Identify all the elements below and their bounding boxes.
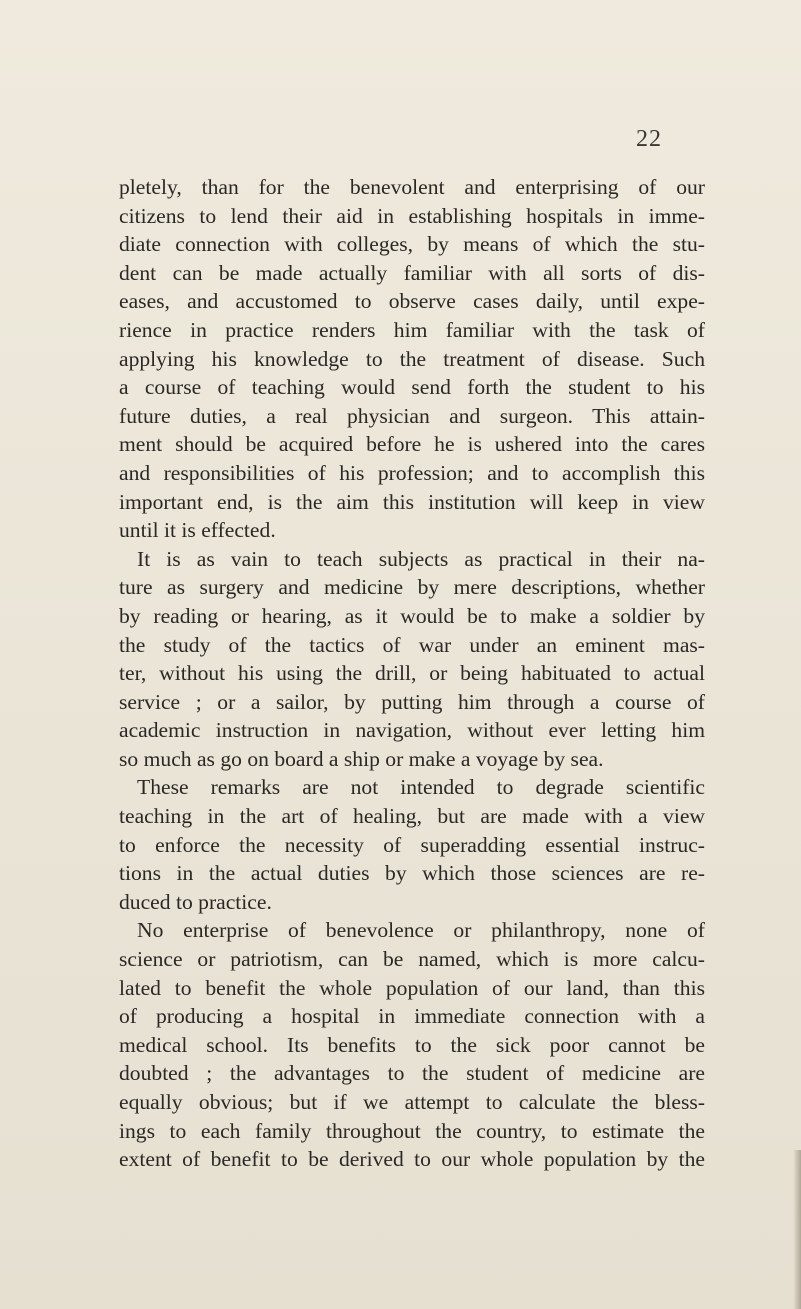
text-line: applying his knowledge to the treatment of disease. Such — [119, 346, 705, 371]
text-line: until it is effected. — [119, 518, 276, 543]
text-line: ment should be acquired before he is ushered into the cares — [119, 432, 705, 457]
text-line: duced to practice. — [119, 889, 272, 914]
text-line: so much as go on board a ship or make a voyage by sea. — [119, 746, 604, 771]
text-line: future duties, a real physician and surgeon. This attain- — [119, 403, 705, 428]
text-line: a course of teaching would send forth the student to his — [119, 375, 705, 400]
text-line: to enforce the necessity of superadding essential instruc- — [119, 832, 705, 857]
text-line: No enterprise of benevolence or philanthropy, none of — [137, 918, 705, 943]
text-line: academic instruction in navigation, without ever letting him — [119, 718, 705, 743]
text-line: ture as surgery and medicine by mere descriptions, whether — [119, 575, 705, 600]
paragraph — [119, 545, 705, 774]
text-line: and responsibilities of his profession; and to accomplish this — [119, 460, 705, 485]
text-line: dent can be made actually familiar with all sorts of dis- — [119, 260, 705, 285]
text-line: of producing a hospital in immediate connection with a — [119, 1004, 705, 1029]
text-line: These remarks are not intended to degrade scientific — [137, 775, 705, 800]
text-line: medical school. Its benefits to the sick poor cannot be — [119, 1032, 705, 1057]
paragraph — [119, 773, 705, 916]
text-line: important end, is the aim this institution will keep in view — [119, 489, 705, 514]
paragraph — [119, 173, 705, 545]
paragraph — [119, 916, 705, 1173]
text-line: lated to benefit the whole population of our land, than this — [119, 975, 705, 1000]
text-line: tions in the actual duties by which those sciences are re- — [119, 861, 705, 886]
text-line: It is as vain to teach subjects as practical in their na- — [137, 546, 705, 571]
text-line: citizens to lend their aid in establishing hospitals in imme- — [119, 203, 705, 228]
text-line: ings to each family throughout the country, to estimate the — [119, 1118, 705, 1143]
text-line: by reading or hearing, as it would be to make a soldier by — [119, 603, 705, 628]
text-line: rience in practice renders him familiar with the task of — [119, 317, 705, 342]
text-line: extent of benefit to be derived to our whole population by the — [119, 1147, 705, 1172]
body-text — [119, 173, 705, 1174]
page-number: 22 — [636, 126, 662, 152]
text-line: ter, without his using the drill, or being habituated to actual — [119, 661, 705, 686]
text-line: the study of the tactics of war under an eminent mas- — [119, 632, 705, 657]
text-line: eases, and accustomed to observe cases daily, until expe- — [119, 289, 705, 314]
text-line: service ; or a sailor, by putting him through a course of — [119, 689, 705, 714]
page-edge-shadow — [793, 1150, 801, 1309]
text-line: equally obvious; but if we attempt to calculate the bless- — [119, 1090, 705, 1114]
text-line: doubted ; the advantages to the student of medicine are — [119, 1061, 705, 1086]
text-line: pletely, than for the benevolent and enterprising of our — [119, 175, 705, 199]
text-line: teaching in the art of healing, but are made with a view — [119, 804, 705, 829]
text-line: diate connection with colleges, by means of which the stu- — [119, 232, 705, 257]
text-line: science or patriotism, can be named, which is more calcu- — [119, 947, 705, 972]
